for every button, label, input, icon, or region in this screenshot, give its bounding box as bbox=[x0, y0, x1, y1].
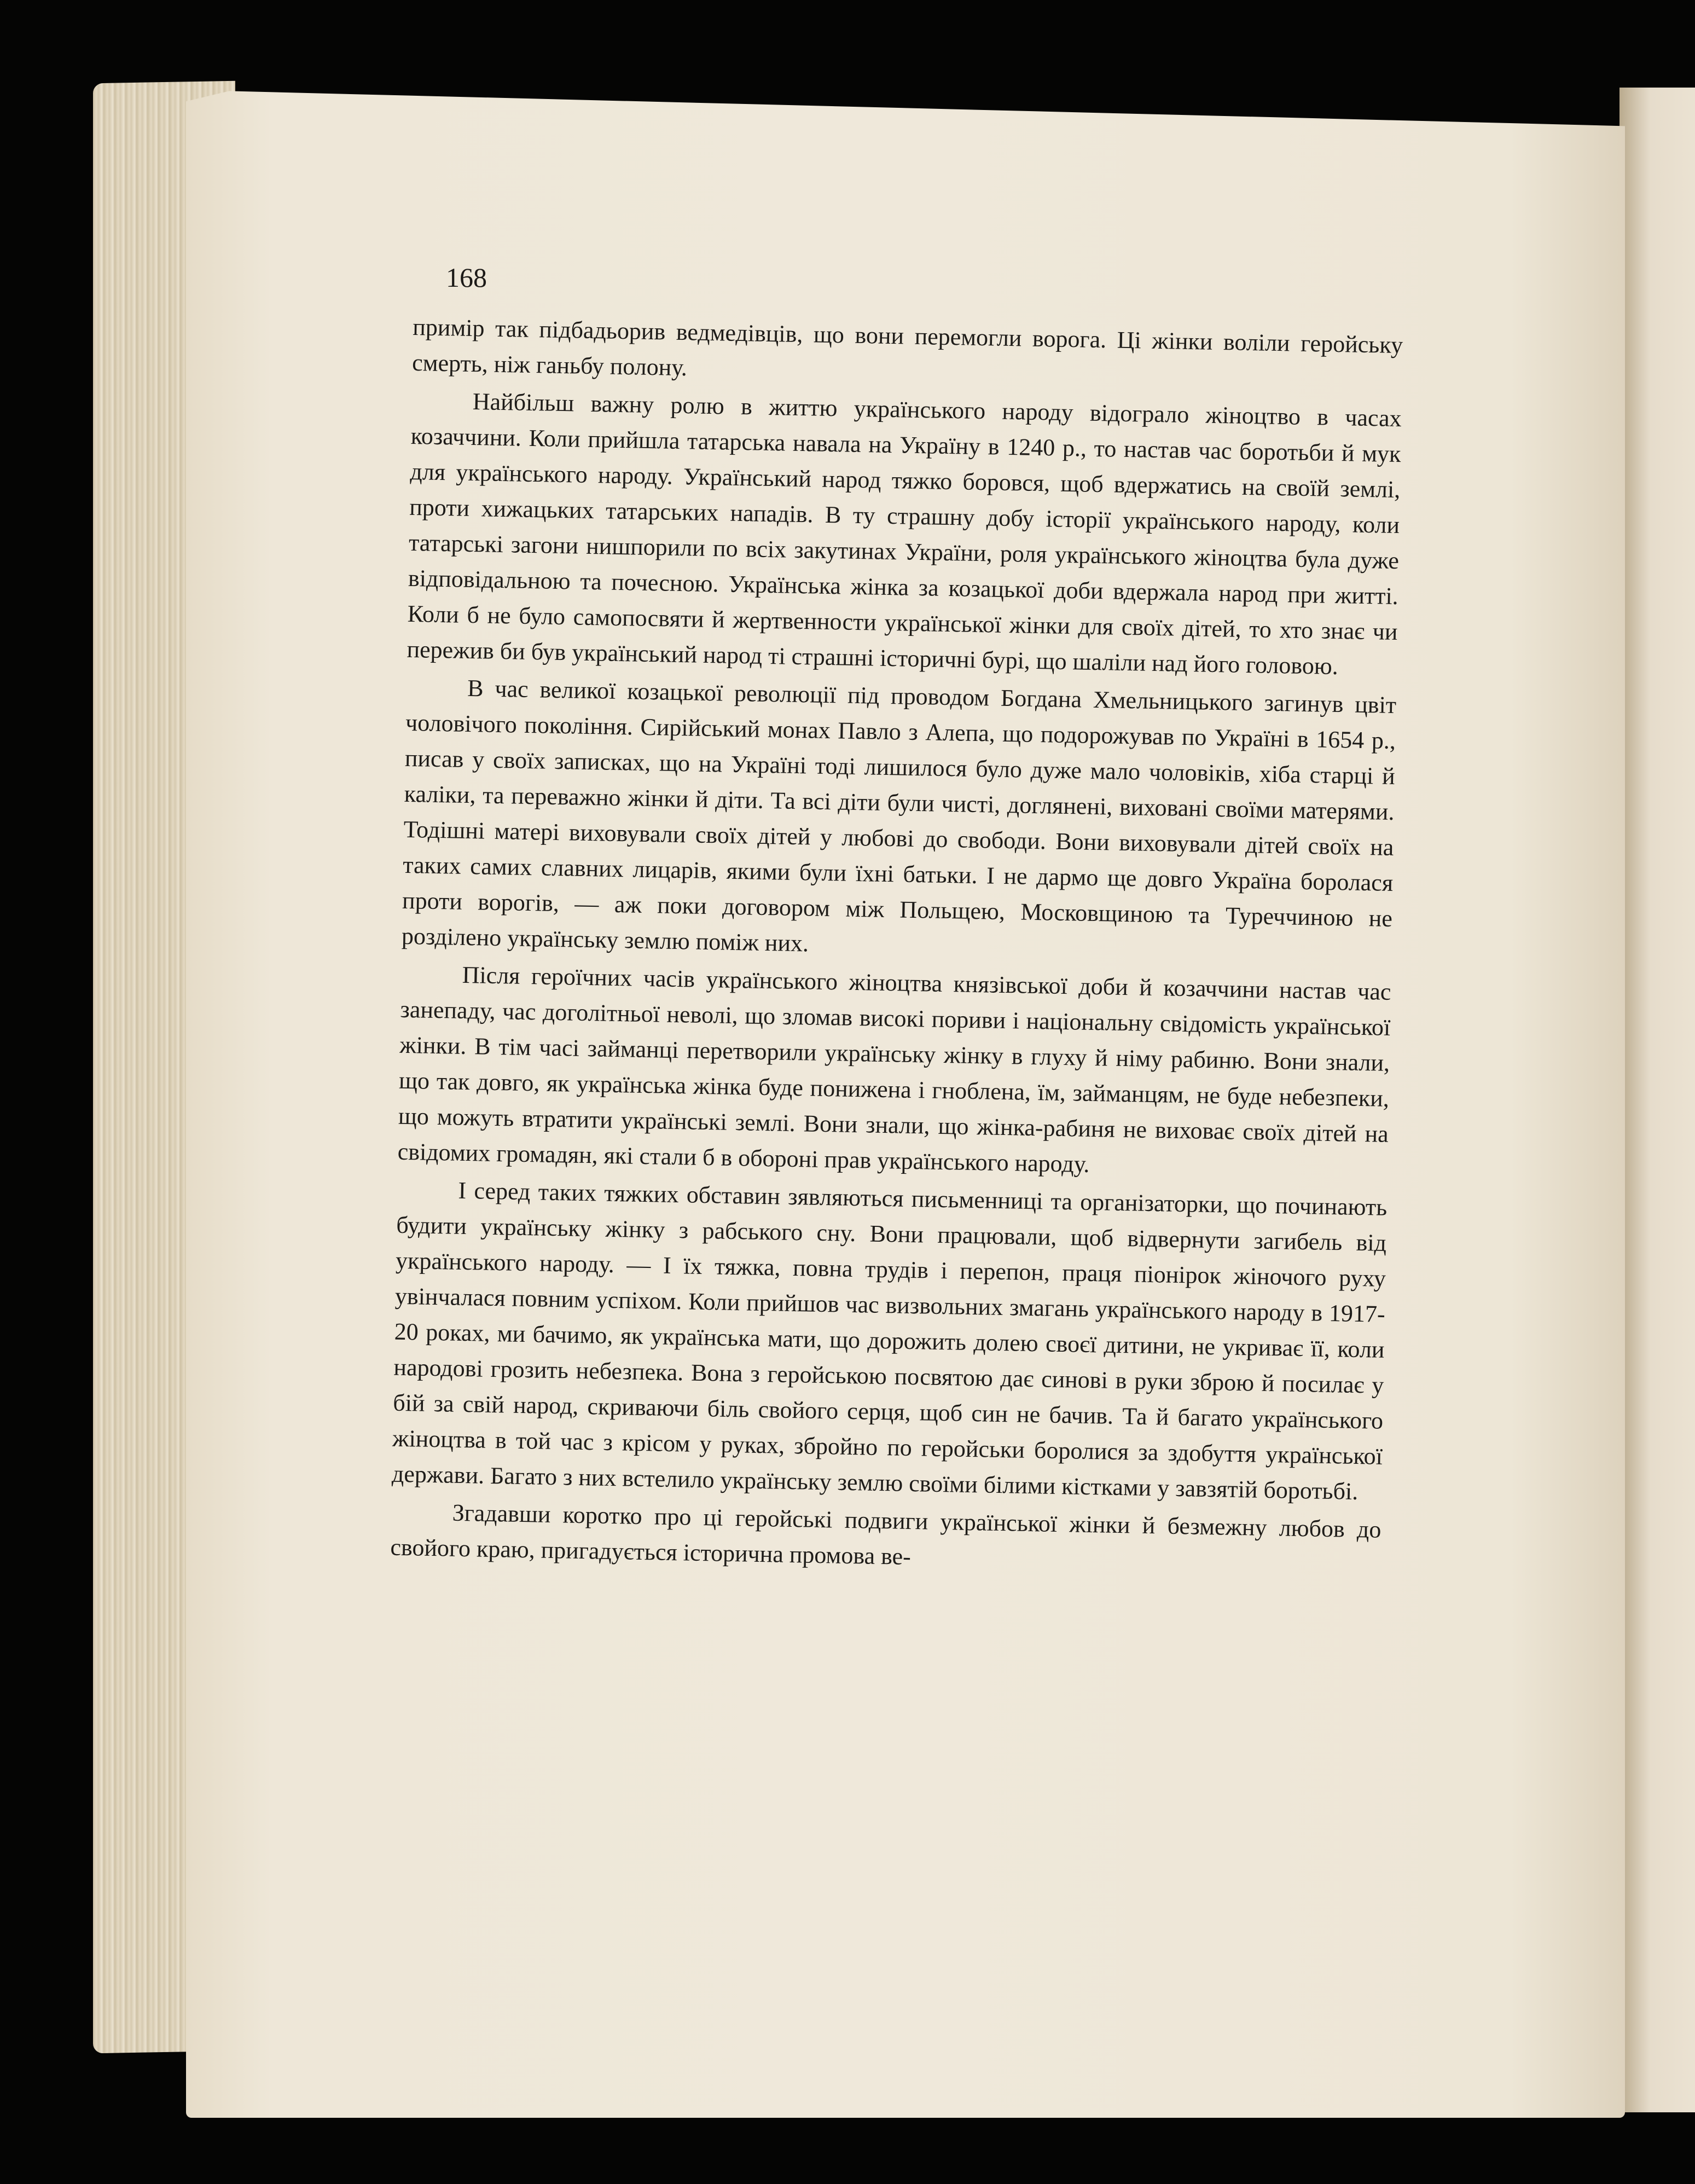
paragraph-6: Згадавши коротко про ці геройські подвиги української жінки й безмежну любов до свойого краю, пригадується історична промова ве- bbox=[390, 1499, 1381, 1571]
page-number: 168 bbox=[446, 262, 487, 293]
paragraph-2: Найбільш важну ролю в життю українського народу відограло жіноцтво в часах козаччини. Коли прийшла татарська навала на Україну в 1240 р., то настав час боротьби й мук для українського народу. Український народ тяжко боровся, щоб вдержатись на своїй землі, проти хижацьких татарських нападів. В ту страшну добу історії українського народу, коли татарські загони нишпорили по всіх закутинах України, роля українського жіноцтва була дуже відповідальною та почесною. Українська жінка за козацької доби вдержала народ при житті. Коли б не було самопосвяти й жертвенности української жінки для своїх дітей, то хто знає чи пережив би був український народ ті страшні історичні бурі, що шаліли над його головою. bbox=[407, 388, 1402, 680]
body-text bbox=[390, 309, 1403, 1585]
paragraph-3: В час великої козацької революції під проводом Богдана Хмельницького загинув цвіт чоловічого покоління. Сирійський монах Павло з Алепа, що подорожував по Україні в 1654 р., писав у своїх записках, що на Україні тоді лишилося було дуже мало чоловіків, хіба старці й каліки, та переважно жінки й діти. Та всі діти були чисті, доглянені, виховані своїми матерями. Тодішні матері виховували своїх дітей у любові до свободи. Вони виховували дітей своїх на таких самих славних лицарів, якими були їхні батьки. І не дармо ще довго Україна боролася проти ворогів, — аж поки договором між Польщею, Московщиною та Туреччиною не розділено українську землю поміж них. bbox=[401, 674, 1397, 957]
paragraph-5: І серед таких тяжких обставин зявляються письменниці та організаторки, що починають будити українську жінку з рабського сну. Вони працювали, щоб відвернути загибель від українського народу. — І їх тяжка, повна трудів і перепон, праця піонірок жіночого руху увінчалася повним успіхом. Коли прийшов час визвольних змагань українського народу в 1917-20 роках, ми бачимо, як українська мати, що дорожить долею своєї дитини, не укриває її, коли народові грозить небезпека. Вона з геройською посвятою дає синові в руки зброю й посилає у бій за свій народ, скриваючи біль свойого серця, щоб син не бачив. Та й багато українського жіноцтва в той час з крісом у руках, збройно по геройськи боролися за здобуття української держави. Багато з них встелило українську землю своїми білими кістками у завзятій боротьбі. bbox=[391, 1177, 1388, 1505]
paragraph-1: примір так підбадьорив ведмедівців, що вони перемогли ворога. Ці жінки воліли геройську смерть, ніж ганьбу полону. bbox=[411, 313, 1403, 381]
next-page-edge bbox=[1619, 88, 1695, 2112]
paragraph-4: Після героїчних часів українського жіноцтва князівської доби й козаччини настав час занепаду, час доголітньої неволі, що зломав високі пориви і національну свідомість української жінки. В тім часі займанці перетворили українську жінку в глуху й німу рабиню. Вони знали, що так довго, як українська жінка буде понижена і гноблена, їм, займанцям, не буде небезпеки, що можуть втратити українські землі. Вони знали, що жінка-рабиня не виховає своїх дітей на свідомих громадян, які стали б в обороні прав українського народу. bbox=[397, 961, 1391, 1178]
